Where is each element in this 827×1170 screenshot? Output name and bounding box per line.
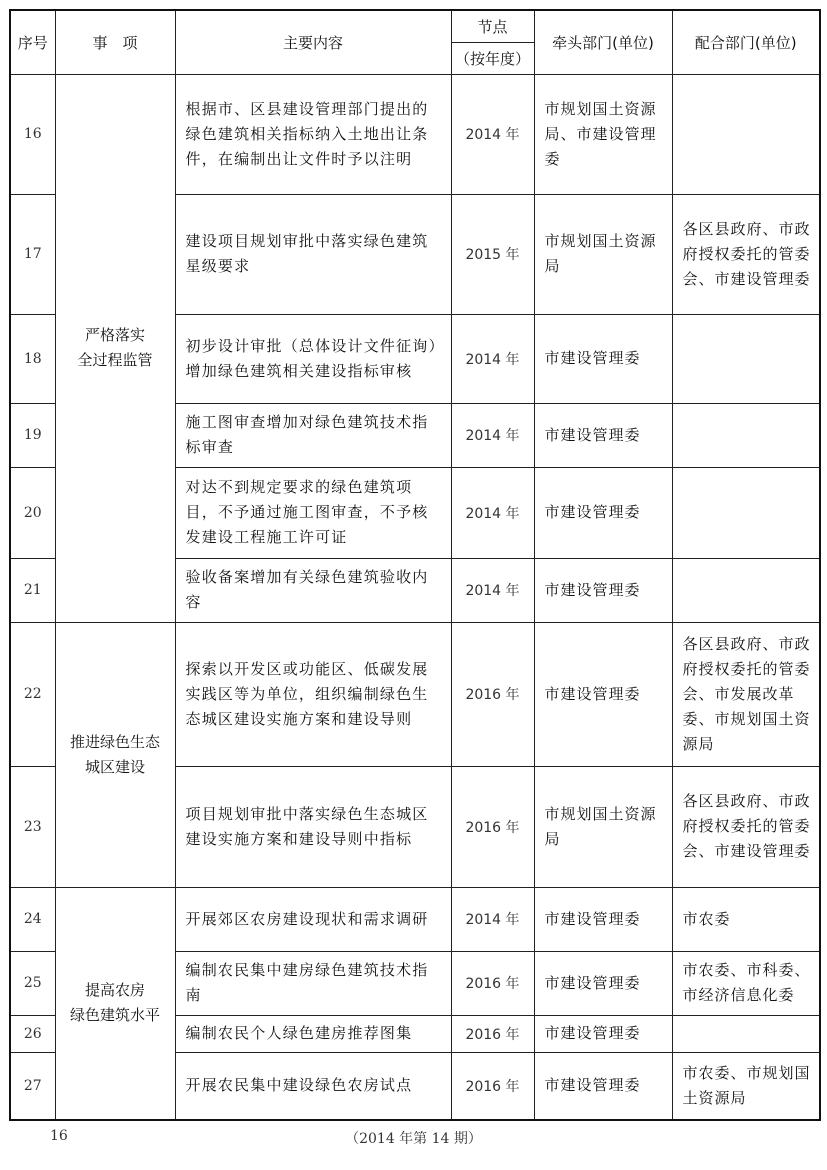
header-no: 序号 [10,10,55,74]
row-lead: 市建设管理委 [534,1015,672,1052]
group-item-rural-housing: 提高农房 绿色建筑水平 [55,887,175,1120]
header-node-sub: （按年度） [451,42,534,74]
row-no: 16 [10,74,55,194]
header-lead: 牵头部门(单位) [534,10,672,74]
row-year: 2016 年 [451,622,534,766]
row-lead: 市建设管理委 [534,558,672,622]
row-co: 市农委、市科委、市经济信息化委 [672,951,820,1015]
task-table [9,9,821,1121]
row-content: 探索以开发区或功能区、低碳发展实践区等为单位，组织编制绿色生态城区建设实施方案和建设导则 [175,622,451,766]
row-no: 23 [10,766,55,887]
header-co: 配合部门(单位) [672,10,820,74]
row-lead: 市建设管理委 [534,467,672,558]
row-content: 初步设计审批（总体设计文件征询）增加绿色建筑相关建设指标审核 [175,314,451,403]
row-co [672,558,820,622]
row-co [672,403,820,467]
table-row [10,622,820,766]
row-co [672,314,820,403]
row-co [672,1015,820,1052]
row-content: 根据市、区县建设管理部门提出的绿色建筑相关指标纳入土地出让条件，在编制出让文件时予以注明 [175,74,451,194]
group-item-eco-district: 推进绿色生态 城区建设 [55,622,175,887]
page-number: 16 [50,1128,68,1144]
header-node: 节点 [451,10,534,42]
group-item-supervision: 严格落实 全过程监管 [55,74,175,622]
row-lead: 市建设管理委 [534,622,672,766]
row-co [672,467,820,558]
row-no: 27 [10,1052,55,1120]
row-co: 各区县政府、市政府授权委托的管委会、市建设管理委 [672,194,820,314]
row-co: 各区县政府、市政府授权委托的管委会、市发展改革委、市规划国土资源局 [672,622,820,766]
row-lead: 市规划国土资源局 [534,766,672,887]
row-no: 24 [10,887,55,951]
row-co: 各区县政府、市政府授权委托的管委会、市建设管理委 [672,766,820,887]
row-content: 验收备案增加有关绿色建筑验收内容 [175,558,451,622]
row-lead: 市建设管理委 [534,951,672,1015]
row-co [672,74,820,194]
row-no: 21 [10,558,55,622]
row-year: 2014 年 [451,558,534,622]
row-co: 市农委 [672,887,820,951]
row-lead: 市建设管理委 [534,403,672,467]
row-year: 2014 年 [451,314,534,403]
table-row [10,887,820,951]
row-no: 17 [10,194,55,314]
row-lead: 市规划国土资源局、市建设管理委 [534,74,672,194]
row-year: 2014 年 [451,403,534,467]
table-row [10,74,820,194]
row-content: 项目规划审批中落实绿色生态城区建设实施方案和建设导则中指标 [175,766,451,887]
row-lead: 市建设管理委 [534,314,672,403]
header-item: 事 项 [55,10,175,74]
row-year: 2015 年 [451,194,534,314]
row-lead: 市建设管理委 [534,887,672,951]
row-year: 2014 年 [451,887,534,951]
row-content: 编制农民集中建房绿色建筑技术指南 [175,951,451,1015]
row-no: 26 [10,1015,55,1052]
row-year: 2016 年 [451,951,534,1015]
row-no: 20 [10,467,55,558]
row-content: 对达不到规定要求的绿色建筑项目，不予通过施工图审查，不予核发建设工程施工许可证 [175,467,451,558]
row-year: 2014 年 [451,467,534,558]
row-year: 2016 年 [451,1015,534,1052]
row-lead: 市规划国土资源局 [534,194,672,314]
row-year: 2016 年 [451,1052,534,1120]
row-year: 2014 年 [451,74,534,194]
issue-label: （2014 年第 14 期） [345,1131,482,1147]
row-content: 开展郊区农房建设现状和需求调研 [175,887,451,951]
row-lead: 市建设管理委 [534,1052,672,1120]
row-no: 22 [10,622,55,766]
row-content: 开展农民集中建设绿色农房试点 [175,1052,451,1120]
header-content: 主要内容 [175,10,451,74]
row-no: 18 [10,314,55,403]
row-content: 施工图审查增加对绿色建筑技术指标审查 [175,403,451,467]
row-no: 19 [10,403,55,467]
row-content: 建设项目规划审批中落实绿色建筑星级要求 [175,194,451,314]
row-no: 25 [10,951,55,1015]
row-year: 2016 年 [451,766,534,887]
row-content: 编制农民个人绿色建房推荐图集 [175,1015,451,1052]
row-co: 市农委、市规划国土资源局 [672,1052,820,1120]
